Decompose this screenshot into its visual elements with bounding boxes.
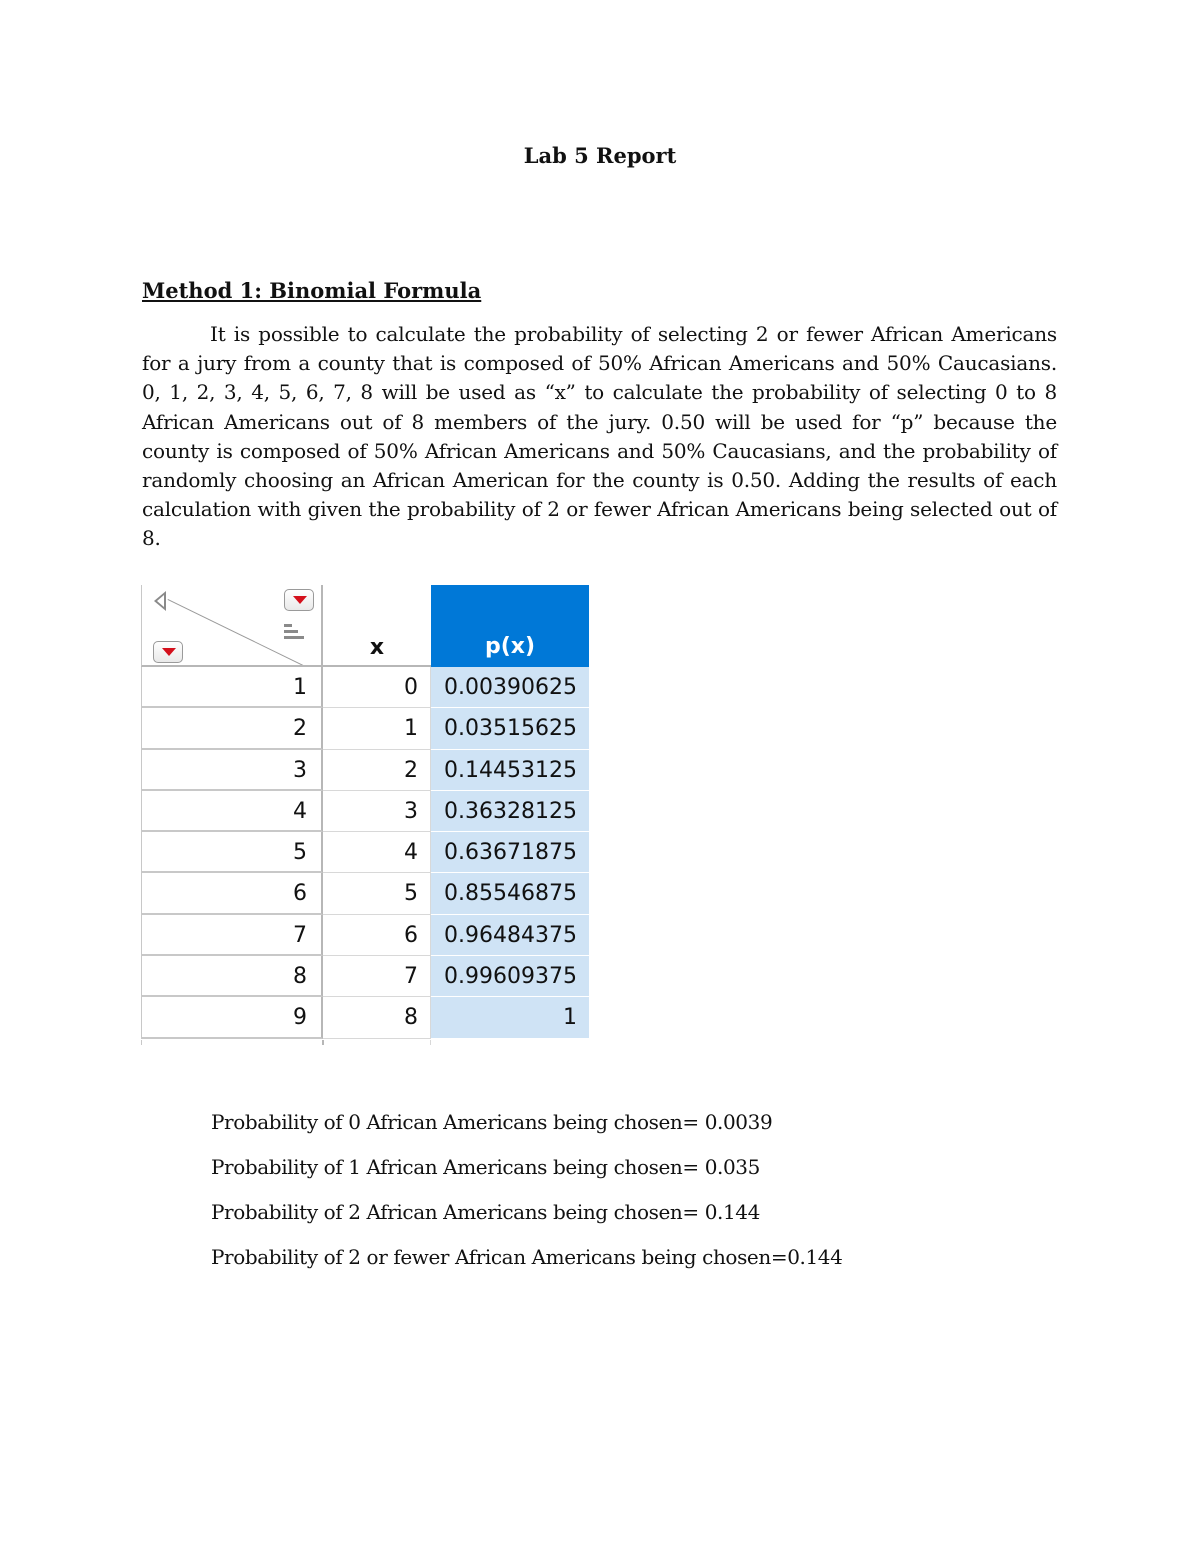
page-title: Lab 5 Report (523, 143, 677, 168)
table-row[interactable] (141, 832, 589, 873)
row-number-cell[interactable]: 6 (141, 873, 323, 914)
row-number-cell[interactable]: 7 (141, 915, 323, 956)
x-cell[interactable]: 8 (323, 997, 431, 1038)
px-cell[interactable]: 0.85546875 (431, 873, 589, 914)
x-cell[interactable]: 2 (323, 750, 431, 791)
x-cell[interactable]: 3 (323, 791, 431, 832)
table-row[interactable] (141, 997, 589, 1038)
px-cell[interactable]: 0.99609375 (431, 956, 589, 997)
x-cell[interactable]: 1 (323, 708, 431, 749)
table-row[interactable] (141, 667, 589, 708)
body-paragraph: It is possible to calculate the probability of selecting 2 or fewer African Americans for a jury from a county that is composed of 50% African Americans and 50% Caucasians. 0, 1, 2, 3, 4, 5, 6, 7, 8 will be used as “x” to calculate the probability of selecting 0 to 8 African Americans out of 8 members of the jury. 0.50 will be used for “p” because the county is composed of 50% African Americans and 50% Caucasians, and the probability of randomly choosing an African American for the county is 0.50. Adding the results of each calculation with given the probability of 2 or fewer African Americans being selected out of 8. (142, 322, 1057, 551)
row-number-cell[interactable]: 8 (141, 956, 323, 997)
result-line: Probability of 2 or fewer African Americans being chosen=0.144 (211, 1245, 843, 1269)
table-row[interactable] (141, 750, 589, 791)
table-corner (141, 585, 323, 667)
column-header-px[interactable]: p(x) (431, 585, 589, 667)
px-cell[interactable]: 1 (431, 997, 589, 1038)
table-row[interactable] (141, 915, 589, 956)
section-heading: Method 1: Binomial Formula (142, 278, 482, 303)
px-cell[interactable]: 0.96484375 (431, 915, 589, 956)
row-number-cell[interactable]: 3 (141, 750, 323, 791)
row-number-cell[interactable]: 2 (141, 708, 323, 749)
table-row[interactable] (141, 873, 589, 914)
red-triangle-menu-icon[interactable] (284, 589, 314, 611)
column-header-x[interactable]: x (323, 585, 431, 667)
table-row[interactable] (141, 791, 589, 832)
result-line: Probability of 1 African Americans being chosen= 0.035 (211, 1155, 760, 1179)
px-cell[interactable]: 0.00390625 (431, 667, 589, 708)
data-table (141, 585, 589, 1045)
result-line: Probability of 2 African Americans being chosen= 0.144 (211, 1200, 760, 1224)
px-cell[interactable]: 0.14453125 (431, 750, 589, 791)
row-number-cell[interactable]: 4 (141, 791, 323, 832)
x-cell[interactable]: 0 (323, 667, 431, 708)
collapse-triangle-inner (157, 595, 164, 607)
px-cell[interactable]: 0.63671875 (431, 832, 589, 873)
results-list (211, 1108, 842, 1288)
x-cell[interactable]: 6 (323, 915, 431, 956)
result-line: Probability of 0 African Americans being chosen= 0.0039 (211, 1110, 773, 1134)
sort-icon[interactable] (284, 624, 304, 644)
row-number-cell[interactable]: 9 (141, 997, 323, 1038)
x-cell[interactable]: 5 (323, 873, 431, 914)
px-cell[interactable]: 0.03515625 (431, 708, 589, 749)
table-row[interactable] (141, 956, 589, 997)
px-cell[interactable]: 0.36328125 (431, 791, 589, 832)
x-cell[interactable]: 4 (323, 832, 431, 873)
table-row[interactable] (141, 708, 589, 749)
table-rows (141, 667, 589, 1039)
red-triangle-menu-icon[interactable] (153, 641, 183, 663)
row-number-cell[interactable]: 1 (141, 667, 323, 708)
row-number-cell[interactable]: 5 (141, 832, 323, 873)
table-tail (141, 1040, 589, 1045)
x-cell[interactable]: 7 (323, 956, 431, 997)
